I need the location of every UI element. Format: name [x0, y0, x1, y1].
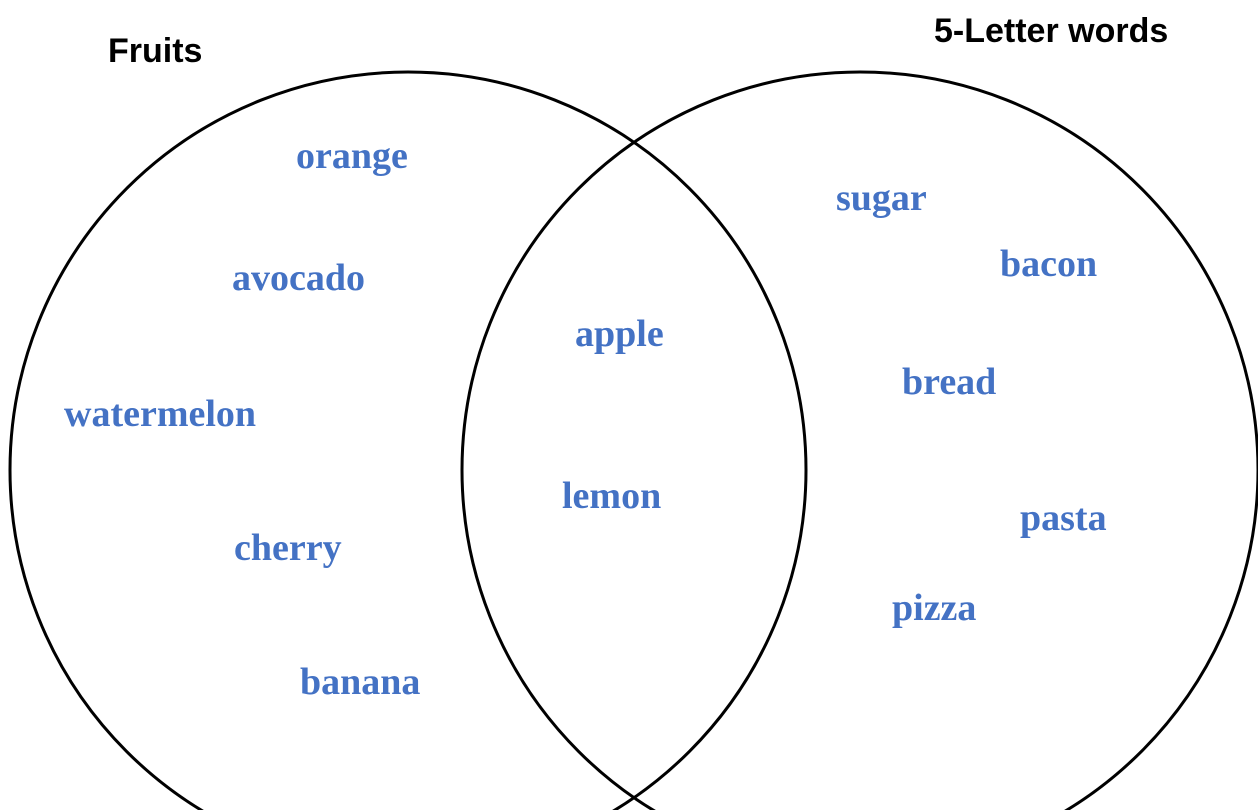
item-cherry: cherry [234, 527, 342, 569]
item-watermelon: watermelon [64, 393, 257, 435]
five-letter-words-set-title: 5-Letter words [934, 12, 1169, 50]
item-pasta: pasta [1020, 497, 1107, 539]
item-bread: bread [902, 361, 997, 403]
item-avocado: avocado [232, 257, 365, 299]
item-apple: apple [575, 313, 664, 355]
right-only-region [836, 177, 1107, 629]
item-banana: banana [300, 661, 421, 703]
item-pizza: pizza [892, 587, 977, 629]
item-sugar: sugar [836, 177, 927, 219]
fruits-set-title: Fruits [108, 32, 203, 70]
item-lemon: lemon [562, 475, 662, 517]
intersection-region [562, 313, 664, 517]
item-orange: orange [296, 135, 408, 177]
item-bacon: bacon [1000, 243, 1098, 285]
left-only-region [64, 135, 420, 703]
